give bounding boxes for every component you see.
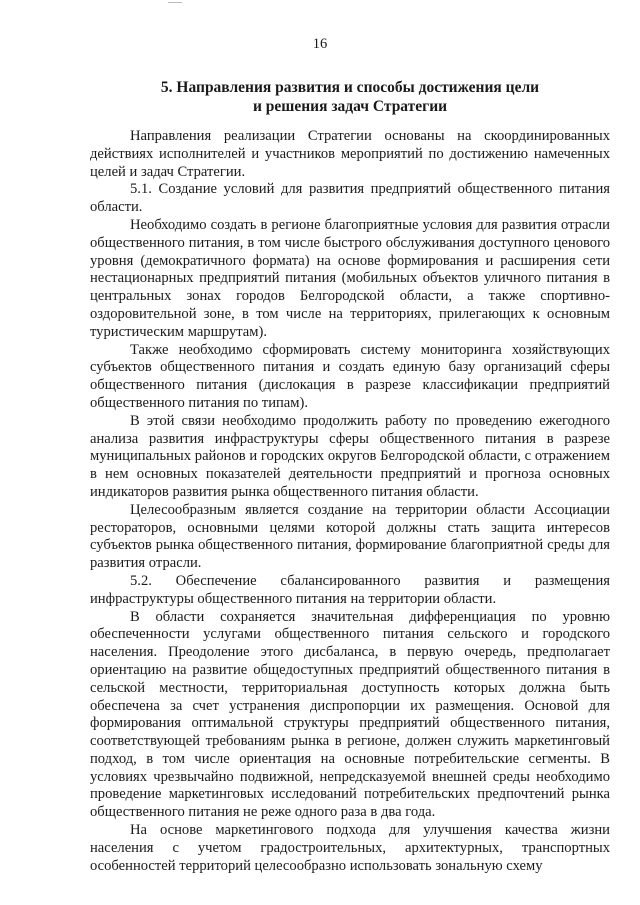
scan-speck <box>168 2 182 3</box>
page-number: 16 <box>312 36 328 52</box>
paragraph: 5.1. Создание условий для развития предприятий общественного питания области. <box>90 181 610 216</box>
paragraph: В этой связи необходимо продолжить работу по проведению ежегодного анализа развития инфраструктуры сферы общественного питания в разрезе муниципальных районов и городских округов Белгородской области, с отражением в нем основных показателей деятельности предприятий и прогноза основных индикаторов развития рынка общественного питания области. <box>90 412 610 500</box>
paragraph: 5.2. Обеспечение сбалансированного развития и размещения инфраструктуры общественного питания на территории области. <box>90 572 610 607</box>
paragraph: Также необходимо сформировать систему мониторинга хозяйствующих субъектов общественного питания и создать единую базу организаций сферы общественного питания (дислокация в разрезе классификации предприятий общественного питания по типам). <box>90 341 610 411</box>
paragraph: Направления реализации Стратегии основаны на скоординированных действиях исполнителей и участников мероприятий по достижению намеченных целей и задач Стратегии. <box>90 128 610 180</box>
paragraph: На основе маркетингового подхода для улучшения качества жизни населения с учетом градостроительных, архитектурных, транспортных особенностей территорий целесообразно использовать зональную схему <box>90 822 610 874</box>
section-heading-line-2: и решения задач Стратегии <box>252 98 448 115</box>
section-heading-line-1: 5. Направления развития и способы достижения цели <box>160 79 540 96</box>
paragraph: Целесообразным является создание на территории области Ассоциации рестораторов, основными целями которой должны стать защита интересов субъектов рынка общественного питания, формирование благоприятной среды для развития отрасли. <box>90 501 610 572</box>
paragraph: Необходимо создать в регионе благоприятные условия для развития отрасли общественного питания, в том числе быстрого обслуживания доступного ценового уровня (демократичного формата) на основе формирования и расширения сети нестационарных предприятий питания (мобильных объектов уличного питания в центральных зонах городов Белгородской области, а также спортивно-оздоровительной зоне, в том числе на территориях, прилегающих к основным туристическим маршрутам). <box>90 216 610 340</box>
body-text <box>90 128 610 875</box>
section-heading <box>60 78 640 116</box>
paragraph: В области сохраняется значительная дифференциация по уровню обеспеченности услугами общественного питания сельского и городского населения. Преодоление этого дисбаланса, в первую очередь, предполагает ориентацию на развитие общедоступных предприятий общественного питания в сельской местности, территориальная доступность которых должна быть обеспечена за счет устранения диспропорции их размещения. Основой для формирования оптимальной структуры предприятий общественного питания, соответствующей требованиям рынка в регионе, должен служить маркетинговый подход, в том числе ориентация на основные потребительские сегменты. В условиях чрезвычайно подвижной, непредсказуемой внешней среды необходимо проведение маркетинговых исследований потребительских предпочтений рынка общественного питания не реже одного раза в два года. <box>90 608 610 821</box>
